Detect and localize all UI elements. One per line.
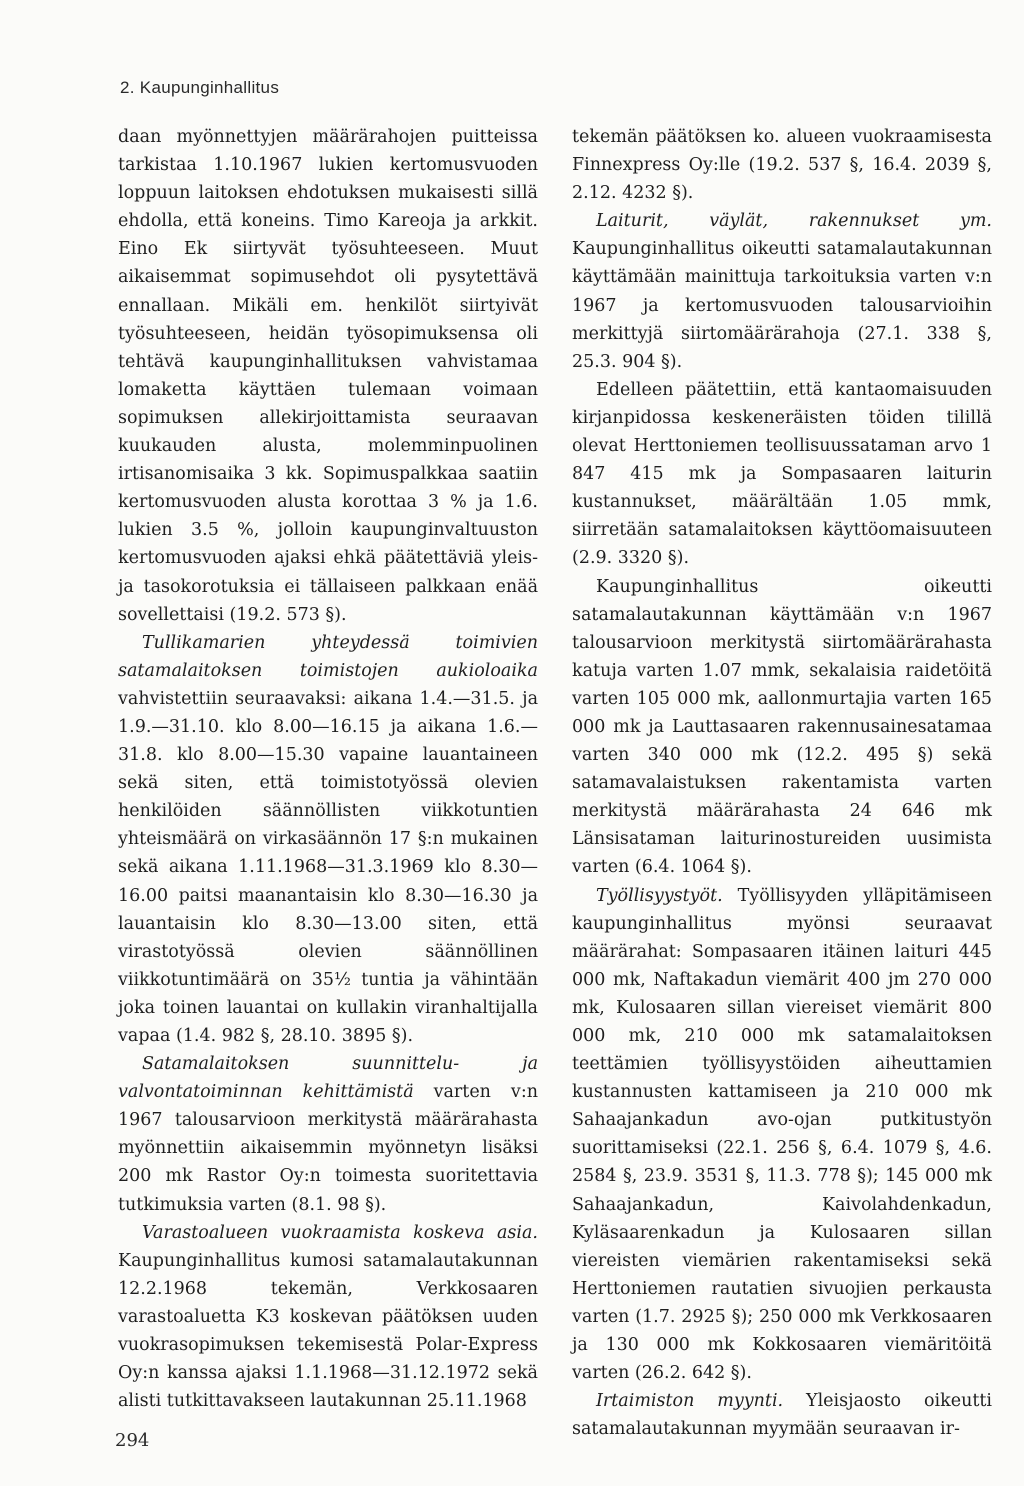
section-heading: Laiturit, väylät, rakennukset ym. bbox=[596, 211, 992, 232]
section-heading: Varastoalueen vuokraamista koskeva asia. bbox=[142, 1222, 538, 1243]
paragraph-body: Yleisjaosto oikeutti satamalautakunnan myymään seuraavan ir- bbox=[572, 1391, 992, 1440]
paragraph-body: Kaupunginhallitus oikeutti satamalautakunnan käyttämään mainittuja tarkoituksia varten v:n 1967 ja kertomusvuoden talousarvioihin merkittyjä siirtomäärärahoja (27.1. 338 §, 25.3. 904 §). bbox=[572, 239, 992, 372]
left-column bbox=[118, 123, 538, 1415]
page-number: 294 bbox=[115, 1430, 150, 1451]
paragraph-irtaimisto bbox=[572, 1387, 992, 1443]
right-column bbox=[572, 123, 992, 1443]
paragraph-tyollisyystyot bbox=[572, 882, 992, 1388]
paragraph-siirtomaararahat: Kaupunginhallitus oikeutti satamalautakunnan käyttämään v:n 1967 talousarvioon merkitystä siirtomäärärahasta katuja varten 1.07 mmk, sekalaisia raidetöitä varten 105 000 mk, aallonmurtajia varten 165 000 mk ja Lauttasaaren rakennusainesatamaa varten 340 000 mk (12.2. 495 §) sekä satamavalaistuksen rakentamista varten merkitystä määrärahasta 24 646 mk Länsisataman laiturinostureiden uusimista varten (6.4. 1064 §). bbox=[572, 576, 992, 878]
paragraph-aukioloaika bbox=[118, 629, 538, 1050]
section-heading: Satamalaitoksen suunnittelu- ja valvontatoiminnan kehittämistä bbox=[118, 1054, 538, 1103]
paragraph-laiturit bbox=[572, 207, 992, 376]
paragraph-continuation: daan myönnettyjen määrärahojen puitteissa tarkistaa 1.10.1967 lukien kertomusvuoden loppuun laitoksen ehdotuksen mukaisesti sillä ehdolla, että koneins. Timo Kareoja ja arkkit. Eino Ek siirtyvät työsuhteeseen. Muut aikaisemmat sopimusehdot oli pysytettävä ennallaan. Mikäli em. henkilöt siirtyivät työsuhteeseen, heidän työsopimuksensa oli tehtävä kaupunginhallituksen vahvistamaa lomaketta käyttäen tulemaan voimaan sopimuksen allekirjoittamista seuraavan kuukauden alusta, molemminpuolinen irtisanomisaika 3 kk. Sopimuspalkkaa saatiin kertomusvuoden alusta korottaa 3 % ja 1.6. lukien 3.5 %, jolloin kaupunginvaltuuston kertomusvuoden ajaksi ehkä päätettäviä yleis- ja tasokorotuksia ei tällaiseen palkkaan enää sovellettaisi (19.2. 573 §). bbox=[118, 127, 538, 625]
running-header: 2. Kaupunginhallitus bbox=[120, 78, 280, 97]
section-heading: Tullikamarien yhteydessä toimivien satamalaitoksen toimistojen aukioloaika bbox=[118, 632, 538, 681]
section-heading: Irtaimiston myynti. bbox=[596, 1391, 784, 1412]
paragraph-body: Työllisyyden ylläpitämiseen kaupunginhallitus myönsi seuraavat määrärahat: Sompasaaren itäinen laituri 445 000 mk, Naftakadun viemärit 400 jm 270 000 mk, Kulosaaren sillan viereiset viemärit 800 000 mk, 210 000 mk satamalaitoksen teettämien työllisyystöiden aiheuttamien kustannusten kattamiseen ja 210 000 mk Sahaajankadun avo-ojan putkitustyön suorittamiseksi (22.1. 256 §, 6.4. 1079 §, 4.6. 2584 §, 23.9. 3531 §, 11.3. 778 §); 145 000 mk Sahaajankadun, Kaivolahdenkadun, Kyläsaarenkadun ja Kulosaaren sillan viereisten viemärien rakentamiseksi sekä Herttoniemen rautatien sivuojien perkausta varten (1.7. 2925 §); 250 000 mk Verkkosaaren ja 130 000 mk Kokkosaaren viemäritöitä varten (26.2. 642 §). bbox=[572, 885, 992, 1384]
paragraph-body: varten v:n 1967 talousarvioon merkitystä määrärahasta myönnettiin aikaisemmin myönnetyn lisäksi 200 mk Rastor Oy:n toimesta suoritettavia tutkimuksia varten (8.1. 98 §). bbox=[118, 1082, 538, 1215]
paragraph-continuation: tekemän päätöksen ko. alueen vuokraamisesta Finnexpress Oy:lle (19.2. 537 §, 16.4. 2039 §, 2.12. 4232 §). bbox=[572, 127, 992, 204]
paragraph-varastoalue bbox=[118, 1219, 538, 1416]
paragraph-body: Kaupunginhallitus kumosi satamalautakunnan 12.2.1968 tekemän, Verkkosaaren varastoaluetta K3 koskevan päätöksen uuden vuokrasopimuksen tekemisestä Polar-Express Oy:n kanssa ajaksi 1.1.1968—31.12.1972 sekä alisti tutkittavakseen lautakunnan 25.11.1968 bbox=[118, 1250, 538, 1412]
paragraph-suunnittelu bbox=[118, 1050, 538, 1219]
section-heading: Työllisyystyöt. bbox=[596, 885, 723, 906]
paragraph-body: vahvistettiin seuraavaksi: aikana 1.4.—31.5. ja 1.9.—31.10. klo 8.00—16.15 ja aikana 1.6.—31.8. klo 8.00—15.30 vapaine lauantaineen sekä siten, että toimistotyössä olevien henkilöiden säännöllisten viikkotuntien yhteismäärä on virkasäännön 17 §:n mukainen sekä aikana 1.11.1968—31.3.1969 klo 8.30—16.00 paitsi maanantaisin klo 8.30—16.30 ja lauantaisin klo 8.30—13.00 siten, että virastotyössä olevien säännöllinen viikkotuntimäärä on 35½ tuntia ja vähintään joka toinen lauantai on kullakin viranhaltijalla vapaa (1.4. 982 §, 28.10. 3895 §). bbox=[118, 688, 538, 1046]
paragraph-kantaomaisuus: Edelleen päätettiin, että kantaomaisuuden kirjanpidossa keskeneräisten töiden tilillä olevat Herttoniemen teollisuussataman arvo 1 847 415 mk ja Sompasaaren laiturin kustannukset, määrältään 1.05 mmk, siirretään satamalaitoksen käyttöomaisuuteen (2.9. 3320 §). bbox=[572, 379, 992, 569]
